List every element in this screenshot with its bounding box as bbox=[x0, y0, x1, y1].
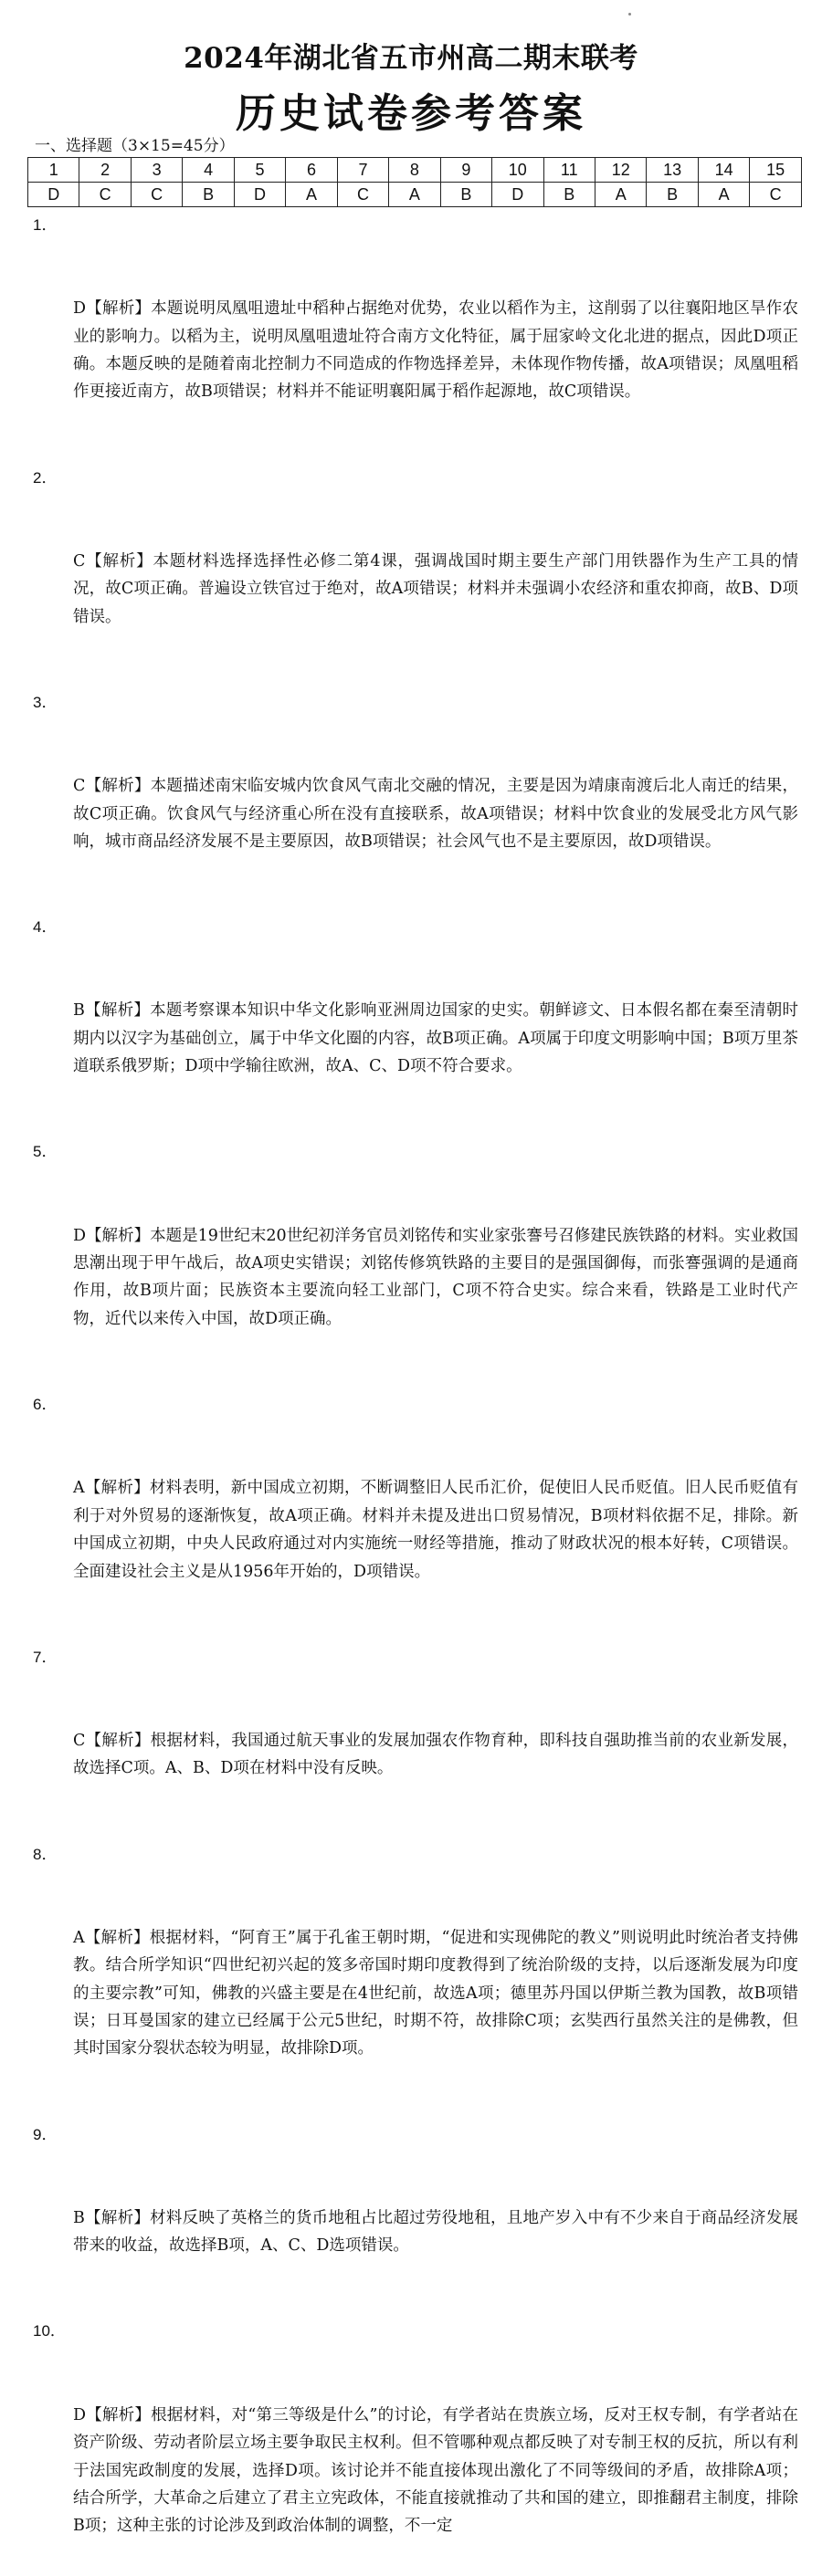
answer-cell: A bbox=[595, 183, 646, 207]
item-number: 9． bbox=[33, 2125, 58, 2143]
answer-cell: A bbox=[286, 183, 337, 207]
answer-cell: C bbox=[337, 183, 388, 207]
item-number: 3． bbox=[33, 693, 58, 711]
item-text: A【解析】根据材料，“阿育王”属于孔雀王朝时期，“促进和实现佛陀的教义”则说明此时统治者支持佛教。结合所学知识“四世纪初兴起的笈多帝国时期印度教得到了统治阶级的支持，以后逐渐发展为印度的主要宗教”可知，佛教的兴盛主要是在4世纪前，故选A项；德里苏丹国以伊斯兰教为国教，故B项错误；日耳曼国家的建立已经属于公元5世纪，时期不符，故排除C项；玄奘西行虽然关注的是佛教，但其时国家分裂状态较为明显，故排除D项。 bbox=[73, 1928, 798, 2058]
question-number-cell: 10 bbox=[492, 158, 543, 183]
question-number-cell: 5 bbox=[234, 158, 285, 183]
item-text: D【解析】根据材料，对“第三等级是什么”的讨论，有学者站在贵族立场，反对王权专制，有学者站在资产阶级、劳动者阶层立场主要争取民主权利。但不管哪种观点都反映了对专制王权的反抗，所以有利于法国宪政制度的发展，选择D项。该讨论并不能直接体现出激化了不同等级间的矛盾，故排除A项；结合所学，大革命之后建立了君主立宪政体，不能直接就推动了共和国的建立，即推翻君主制度，排除B项；这种主张的讨论涉及到政治体制的调整，不一定 bbox=[73, 2405, 798, 2536]
item-text: C【解析】本题描述南宋临安城内饮食风气南北交融的情况，主要是因为靖康南渡后北人南迁的结果，故C项正确。饮食风气与经济重心所在没有直接联系，故A项错误；材料中饮食业的发展受北方风气影响，城市商品经济发展不是主要原因，故B项错误；社会风气也不是主要原因，故D项错误。 bbox=[73, 777, 798, 851]
answer-cell: C bbox=[131, 183, 182, 207]
explanation-item-10 bbox=[33, 2318, 798, 2576]
item-number: 2． bbox=[33, 468, 58, 487]
item-text: A【解析】材料表明，新中国成立初期，不断调整旧人民币汇价，促使旧人民币贬值。旧人民币贬值有利于对外贸易的逐渐恢复，故A项正确。材料并未提及进出口贸易情况，B项材料依据不足，排除。新中国成立初期，中央人民政府通过对内实施统一财经等措施，推动了财政状况的根本好转，C项错误。全面建设社会主义是从1956年开始的，D项错误。 bbox=[73, 1479, 798, 1581]
answer-cell: D bbox=[28, 183, 79, 207]
answer-cell: A bbox=[698, 183, 749, 207]
section-heading: 一、选择题（3×15=45分） bbox=[35, 137, 235, 155]
item-number: 1． bbox=[33, 216, 58, 234]
question-number-cell: 13 bbox=[647, 158, 698, 183]
item-text: C【解析】根据材料，我国通过航天事业的发展加强农作物育种，即科技自强助推当前的农业新发展，故选择C项。A、B、D项在材料中没有反映。 bbox=[73, 1731, 798, 1778]
answer-cell: B bbox=[183, 183, 234, 207]
item-text: B【解析】本题考察课本知识中华文化影响亚洲周边国家的史实。朝鲜谚文、日本假名都在秦至清朝时期内以汉字为基础创立，属于中华文化圈的内容，故B项正确。A项属于印度文明影响中国；B项万里茶道联系俄罗斯；D项中学输往欧洲，故A、C、D项不符合要求。 bbox=[73, 1001, 798, 1076]
exam-title: 2024年湖北省五市州高二期末联考 bbox=[184, 42, 638, 75]
question-number-cell: 12 bbox=[595, 158, 646, 183]
answer-row bbox=[28, 183, 802, 207]
explanation-item-5 bbox=[33, 1138, 798, 1388]
item-number: 4． bbox=[33, 918, 58, 937]
item-text: D【解析】本题说明凤凰咀遗址中稻种占据绝对优势，农业以稻作为主，这削弱了以往襄阳地区旱作农业的影响力。以稻为主，说明凤凰咀遗址符合南方文化特征，属于屈家岭文化北进的据点，因此D项正确。本题反映的是随着南北控制力不同造成的作物选择差异，未体现作物传播，故A项错误；凤凰咀稻作更接近南方，故B项错误；材料并不能证明襄阳属于稻作起源地，故C项错误。 bbox=[73, 299, 798, 402]
question-number-cell: 1 bbox=[28, 158, 79, 183]
item-number: 10． bbox=[33, 2322, 66, 2340]
explanation-list bbox=[33, 212, 798, 2576]
explanation-item-4 bbox=[33, 914, 798, 1136]
item-number: 5． bbox=[33, 1143, 58, 1161]
question-number-cell: 8 bbox=[389, 158, 440, 183]
answer-cell: C bbox=[750, 183, 802, 207]
answer-table bbox=[27, 157, 802, 207]
explanation-item-9 bbox=[33, 2121, 798, 2316]
question-number-cell: 3 bbox=[131, 158, 182, 183]
scan-dot bbox=[628, 13, 631, 16]
question-number-cell: 2 bbox=[79, 158, 131, 183]
question-number-cell: 15 bbox=[750, 158, 802, 183]
answer-cell: C bbox=[79, 183, 131, 207]
answer-cell: B bbox=[647, 183, 698, 207]
question-number-cell: 6 bbox=[286, 158, 337, 183]
explanation-item-1 bbox=[33, 212, 798, 462]
question-number-cell: 9 bbox=[440, 158, 491, 183]
item-number: 7． bbox=[33, 1648, 58, 1666]
explanation-item-6 bbox=[33, 1391, 798, 1641]
answer-cell: D bbox=[492, 183, 543, 207]
explanation-item-7 bbox=[33, 1644, 798, 1838]
item-number: 8． bbox=[33, 1845, 58, 1863]
explanation-item-2 bbox=[33, 465, 798, 686]
explanation-item-3 bbox=[33, 689, 798, 911]
item-text: C【解析】本题材料选择选择性必修二第4课，强调战国时期主要生产部门用铁器作为生产工具的情况，故C项正确。普遍设立铁官过于绝对，故A项错误；材料并未强调小农经济和重农抑商，故B、D项错误。 bbox=[73, 551, 798, 626]
question-number-row bbox=[28, 158, 802, 183]
question-number-cell: 7 bbox=[337, 158, 388, 183]
question-number-cell: 14 bbox=[698, 158, 749, 183]
answer-key-title: 历史试卷参考答案 bbox=[236, 90, 586, 137]
answer-cell: B bbox=[543, 183, 595, 207]
item-text: B【解析】材料反映了英格兰的货币地租占比超过劳役地租，且地产岁入中有不少来自于商品经济发展带来的收益，故选择B项，A、C、D选项错误。 bbox=[73, 2208, 798, 2256]
answer-cell: B bbox=[440, 183, 491, 207]
item-number: 6． bbox=[33, 1396, 58, 1414]
question-number-cell: 11 bbox=[543, 158, 595, 183]
question-number-cell: 4 bbox=[183, 158, 234, 183]
answer-cell: D bbox=[234, 183, 285, 207]
answer-cell: A bbox=[389, 183, 440, 207]
explanation-item-8 bbox=[33, 1841, 798, 2119]
item-text: D【解析】本题是19世纪末20世纪初洋务官员刘铭传和实业家张謇号召修建民族铁路的材料。实业救国思潮出现于甲午战后，故A项史实错误；刘铭传修筑铁路的主要目的是强国御侮，而张謇强调的是通商作用，故B项片面；民族资本主要流向轻工业部门，C项不符合史实。综合来看，铁路是工业时代产物，近代以来传入中国，故D项正确。 bbox=[73, 1226, 798, 1328]
